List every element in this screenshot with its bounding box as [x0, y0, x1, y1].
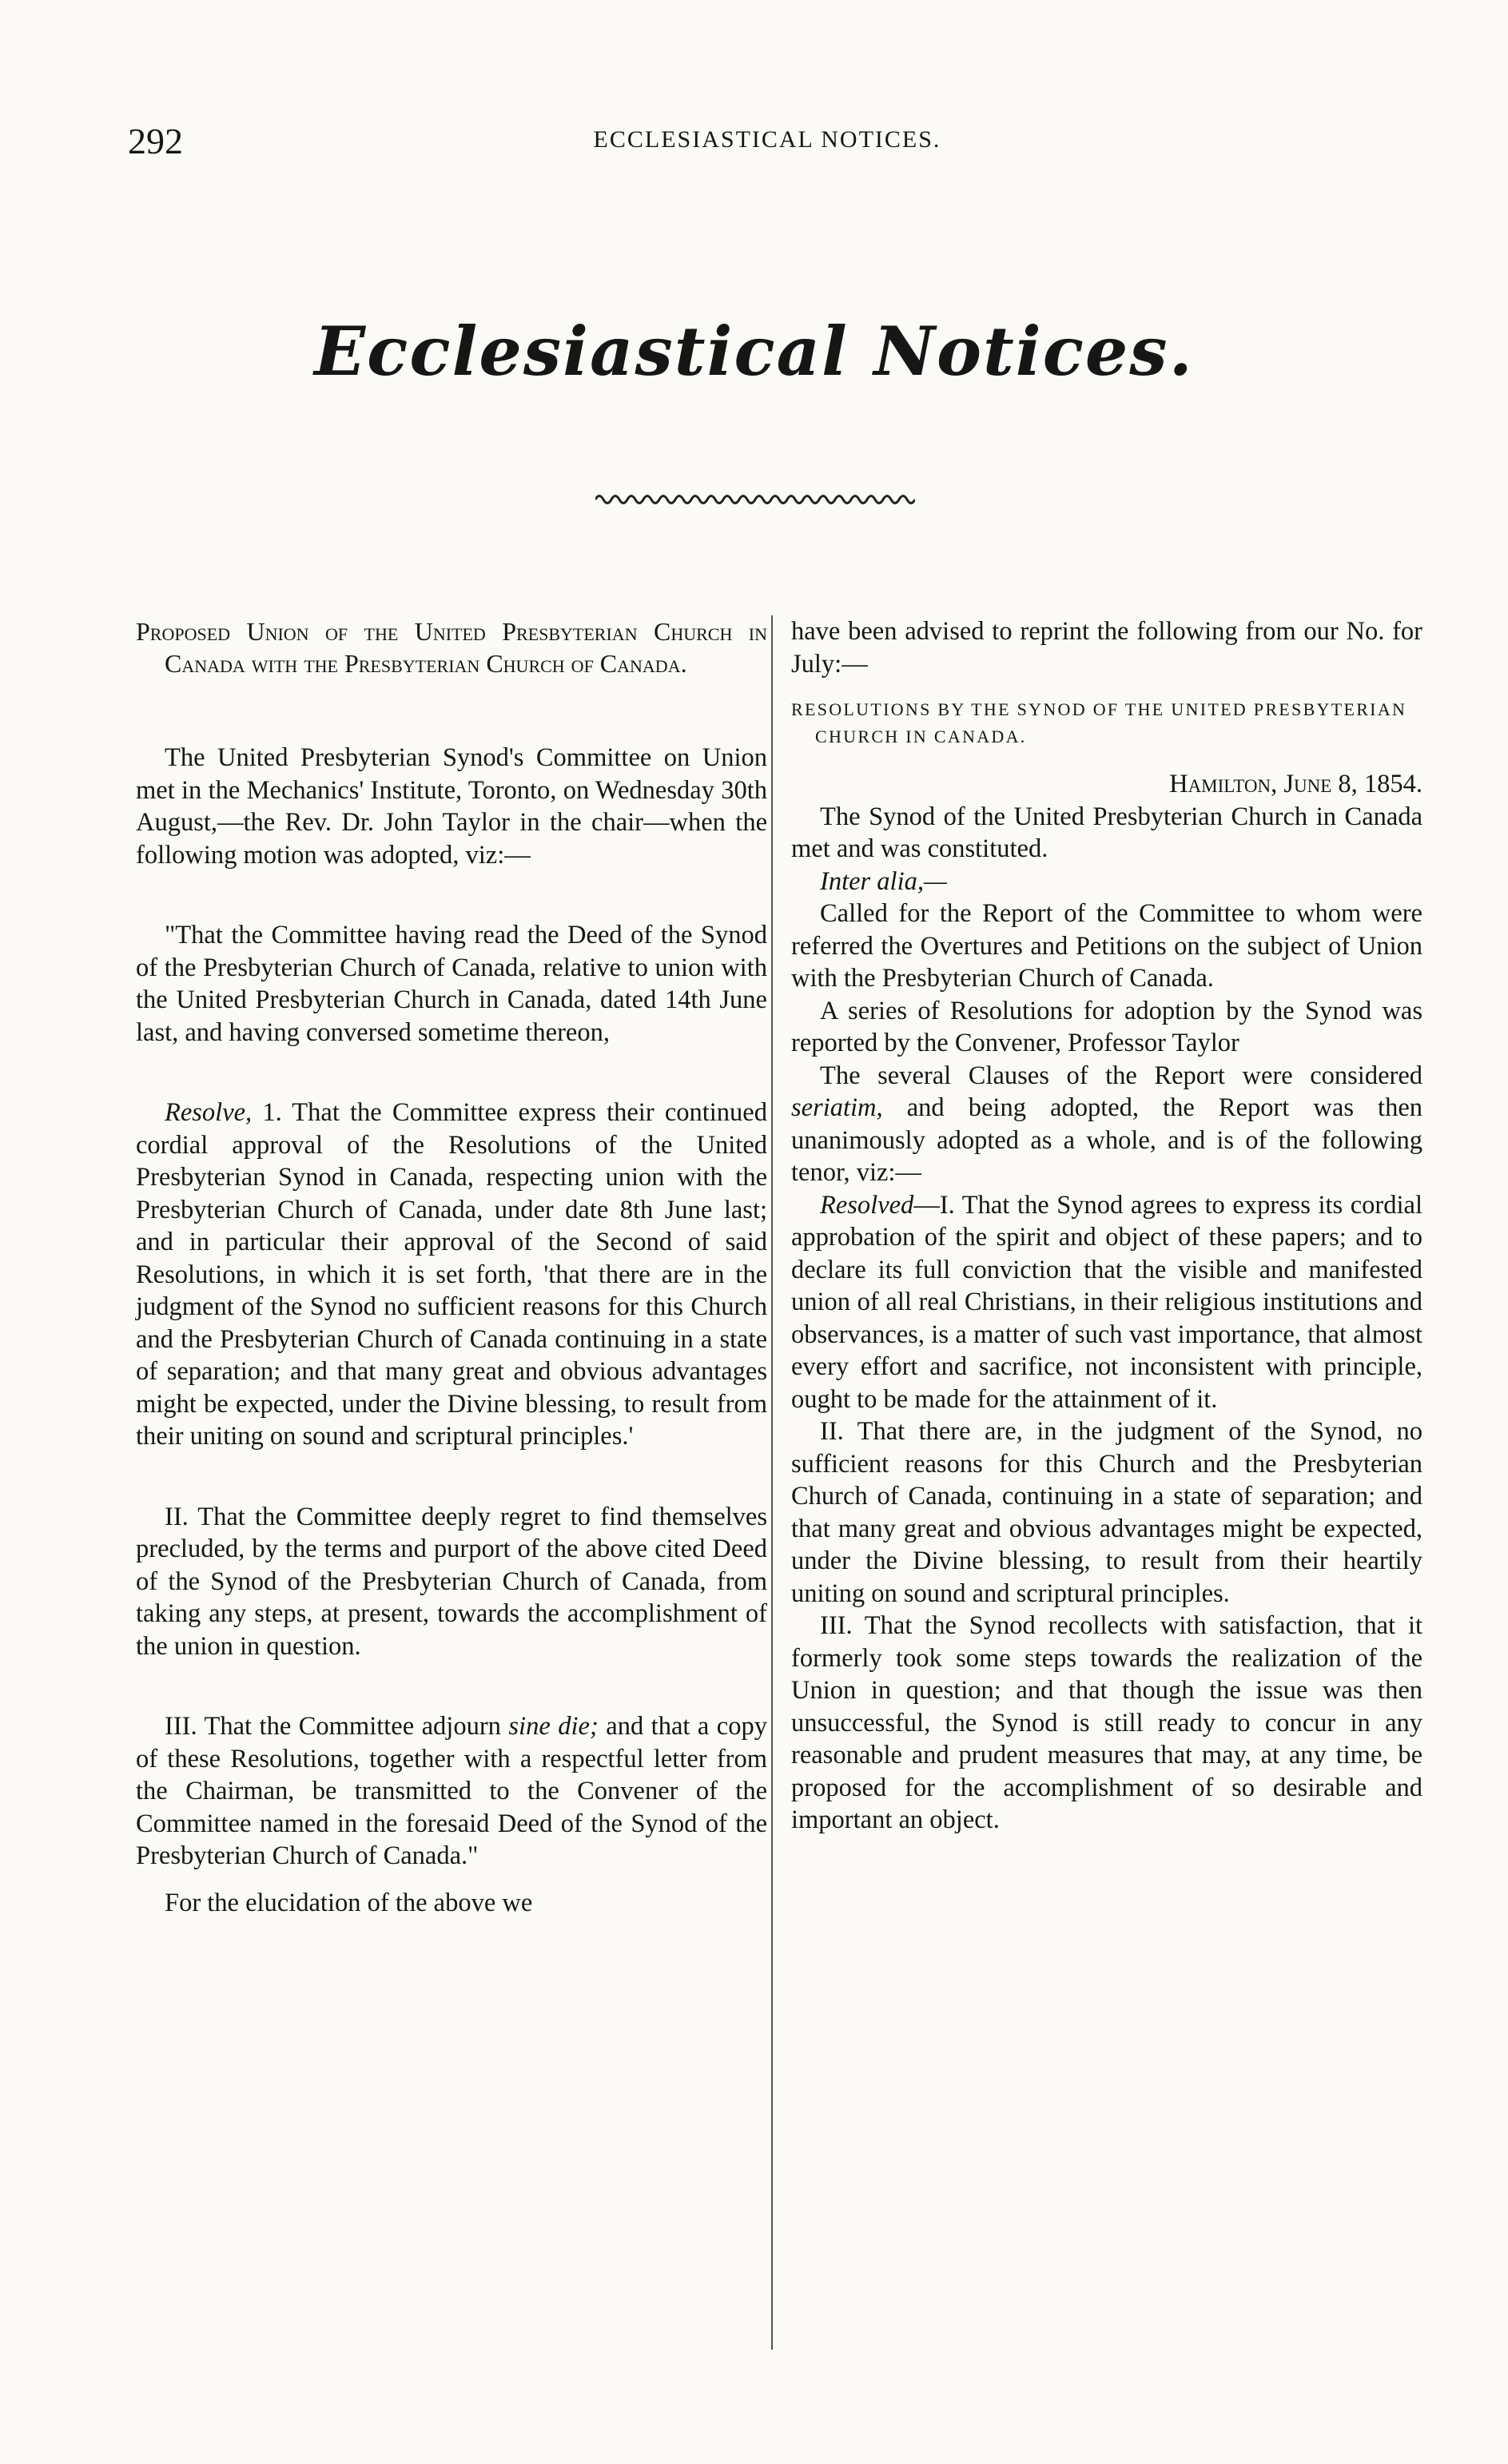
page-number: 292 — [128, 121, 183, 161]
paragraph: II. That there are, in the judgment of the Synod, no sufficient reasons for this Church and the Presbyterian Church of Canada, continuing in a state of separation; and that many great and obvious advantages might be expected, under the Divine blessing, to result from their heartily uniting on sound and scriptural principles. — [791, 1417, 1422, 1608]
resolve-label: Resolve, — [165, 1098, 253, 1127]
emphasis: sine die; — [508, 1712, 599, 1741]
right-column — [791, 615, 1422, 1837]
section-heading: Proposed Union of the United Presbyterian Church in Canada with the Presbyterian Church of Canada. — [136, 617, 767, 678]
paragraph: Called for the Report of the Committee to whom were referred the Overtures and Petitions on the subject of Union with the Presbyterian Church of Canada. — [791, 899, 1422, 993]
paragraph — [136, 1710, 767, 1873]
paragraph — [136, 1097, 767, 1453]
paragraph-text: —I. That the Synod agrees to express its cordial approbation of the spirit and object of these papers; and to declare its full conviction that the visible and manifested union of all real Christians, in their religious institutions and observances, is a matter of such vast importance, that almost every effort and sacrifice, not inconsistent with principle, ought to be made for the attainment of it. — [791, 1190, 1422, 1414]
running-head — [128, 120, 1407, 168]
emphasis: seriatim, — [791, 1093, 883, 1122]
paragraph-text: 1. That the Committee express their continued cordial approval of the Resolutions of the United Presbyterian Synod in Canada, respecting union with the Presbyterian Church of Canada, under date 8th June last; and in particular their approval of the Second of said Resolutions, in which it is set forth, 'that there are in the judgment of the Synod no sufficient reasons for this Church and the Presbyterian Church of Canada continuing in a state of separation; and that many great and obvious advantages might be expected, under the Divine blessing, to result from their uniting on sound and scriptural principles.' — [136, 1098, 767, 1451]
resolutions-heading: RESOLUTIONS BY THE SYNOD OF THE UNITED PRESBYTERIAN CHURCH IN CANADA. — [791, 699, 1407, 746]
paragraph: The Synod of the United Presbyterian Church in Canada met and was constituted. — [791, 802, 1422, 863]
running-title: ECCLESIASTICAL NOTICES. — [593, 126, 941, 153]
paragraph: A series of Resolutions for adoption by the Synod was reported by the Convener, Professor Taylor — [791, 996, 1422, 1057]
paragraph: For the elucidation of the above we — [165, 1888, 533, 1917]
resolved-label: Resolved — [820, 1190, 914, 1220]
paragraph-text: III. That the Committee adjourn — [165, 1712, 509, 1741]
paragraph: The United Presbyterian Synod's Committee on Union met in the Mechanics' Institute, Toronto, on Wednesday 30th August,—the Rev. Dr. John Taylor in the chair—when the following motion was adopted, viz:— — [136, 743, 767, 870]
paragraph-text: and being adopted, the Report was then unanimously adopted as a whole, and is of the following tenor, viz:— — [791, 1093, 1422, 1187]
paragraph — [791, 1060, 1422, 1189]
paragraph-text: The several Clauses of the Report were considered — [820, 1061, 1422, 1090]
wavy-rule-ornament — [595, 489, 915, 510]
paragraph: have been advised to reprint the following from our No. for July:— — [791, 617, 1422, 679]
inter-alia: Inter alia,— — [820, 866, 947, 896]
paragraph-text: and that a copy of these Resolutions, together with a respectful letter from the Chairman, be transmitted to the Convener of the Committee named in the foresaid Deed of the Synod of the Presbyterian Church of Canada." — [136, 1712, 767, 1870]
paragraph: "That the Committee having read the Deed of the Synod of the Presbyterian Church of Canada, relative to union with the United Presbyterian Church in Canada, dated 14th June last, and having conversed sometime thereon, — [136, 921, 767, 1047]
column-divider — [771, 615, 773, 2350]
paragraph: III. That the Synod recollects with satisfaction, that it formerly took some steps towards the realization of the Union in question; and that though the issue was then unsuccessful, the Synod is still ready to concur in any reasonable and prudent measures that may, at any time, be proposed for the accomplishment of so desirable and important an object. — [791, 1611, 1422, 1834]
page-title: Ecclesiastical Notices. — [314, 312, 1194, 391]
paragraph: II. That the Committee deeply regret to find themselves precluded, by the terms and purport of the above cited Deed of the Synod of the Presbyterian Church of Canada, from taking any steps, at present, towards the accomplishment of the union in question. — [136, 1502, 767, 1661]
place-date: Hamilton, June 8, 1854. — [1169, 770, 1422, 798]
left-column — [136, 615, 767, 1919]
paragraph — [791, 1189, 1422, 1416]
